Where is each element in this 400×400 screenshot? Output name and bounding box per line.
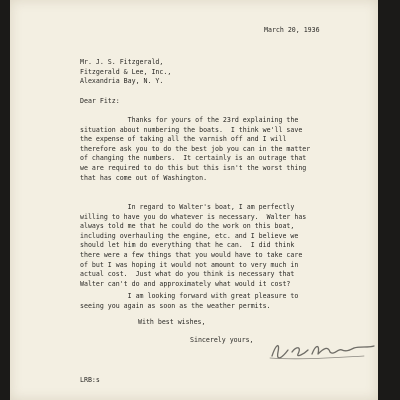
paragraph-line: actual cost. Just what do you think is necessary that xyxy=(80,270,295,279)
pre-closing: With best wishes, xyxy=(138,318,206,326)
typist-initials: LRB:s xyxy=(80,376,100,384)
paragraph-line: we are required to do this but this isn't the worst thing xyxy=(80,163,307,172)
recipient-line: Alexandria Bay, N. Y. xyxy=(80,77,164,86)
scan-background-edge xyxy=(378,0,400,400)
letter-date: March 20, 1936 xyxy=(264,26,320,34)
recipient-line: Mr. J. S. Fitzgerald, xyxy=(80,58,164,66)
paragraph-line: of but I was hoping it would not amount to very much in xyxy=(80,260,299,269)
paragraph-line: Thanks for yours of the 23rd explaining the xyxy=(80,116,299,124)
closing: Sincerely yours, xyxy=(190,336,254,344)
paragraph-line: the expense of taking all the varnish off and I will xyxy=(80,135,287,144)
paragraph-line: situation about numbering the boats. I think we'll save xyxy=(80,125,303,134)
paragraph-line: I am looking forward with great pleasure to xyxy=(80,292,299,300)
paragraph-line: there were a few things that you would have to take care xyxy=(80,250,303,259)
paragraph-walters-boat xyxy=(80,203,306,289)
recipient-line: Fitzgerald & Lee, Inc., xyxy=(80,67,172,76)
signature-image xyxy=(268,338,378,362)
paragraph-numbering xyxy=(80,116,310,183)
letter-page xyxy=(10,0,378,400)
paragraph-line: Walter can't do and approximately what would it cost? xyxy=(80,279,291,288)
salutation: Dear Fitz: xyxy=(80,97,120,105)
paragraph-line: willing to have you do whatever is necessary. Walter has xyxy=(80,212,307,221)
recipient-address xyxy=(80,58,171,87)
paragraph-line: including overhauling the engine, etc. and I believe we xyxy=(80,231,299,240)
paragraph-line: seeing you again as soon as the weather permits. xyxy=(80,301,271,310)
paragraph-line: of changing the numbers. It certainly is an outrage that xyxy=(80,154,307,163)
paragraph-line: therefore ask you to do the best job you can in the matter xyxy=(80,144,311,153)
paragraph-line: should let him do everything that he can. I did think xyxy=(80,241,295,250)
paragraph-line: that has come out of Washington. xyxy=(80,173,208,182)
paragraph-closing-remark xyxy=(80,292,298,311)
paragraph-line: In regard to Walter's boat, I am perfectly xyxy=(80,203,295,211)
paragraph-line: always told me that he could do the work on this boat, xyxy=(80,222,295,231)
